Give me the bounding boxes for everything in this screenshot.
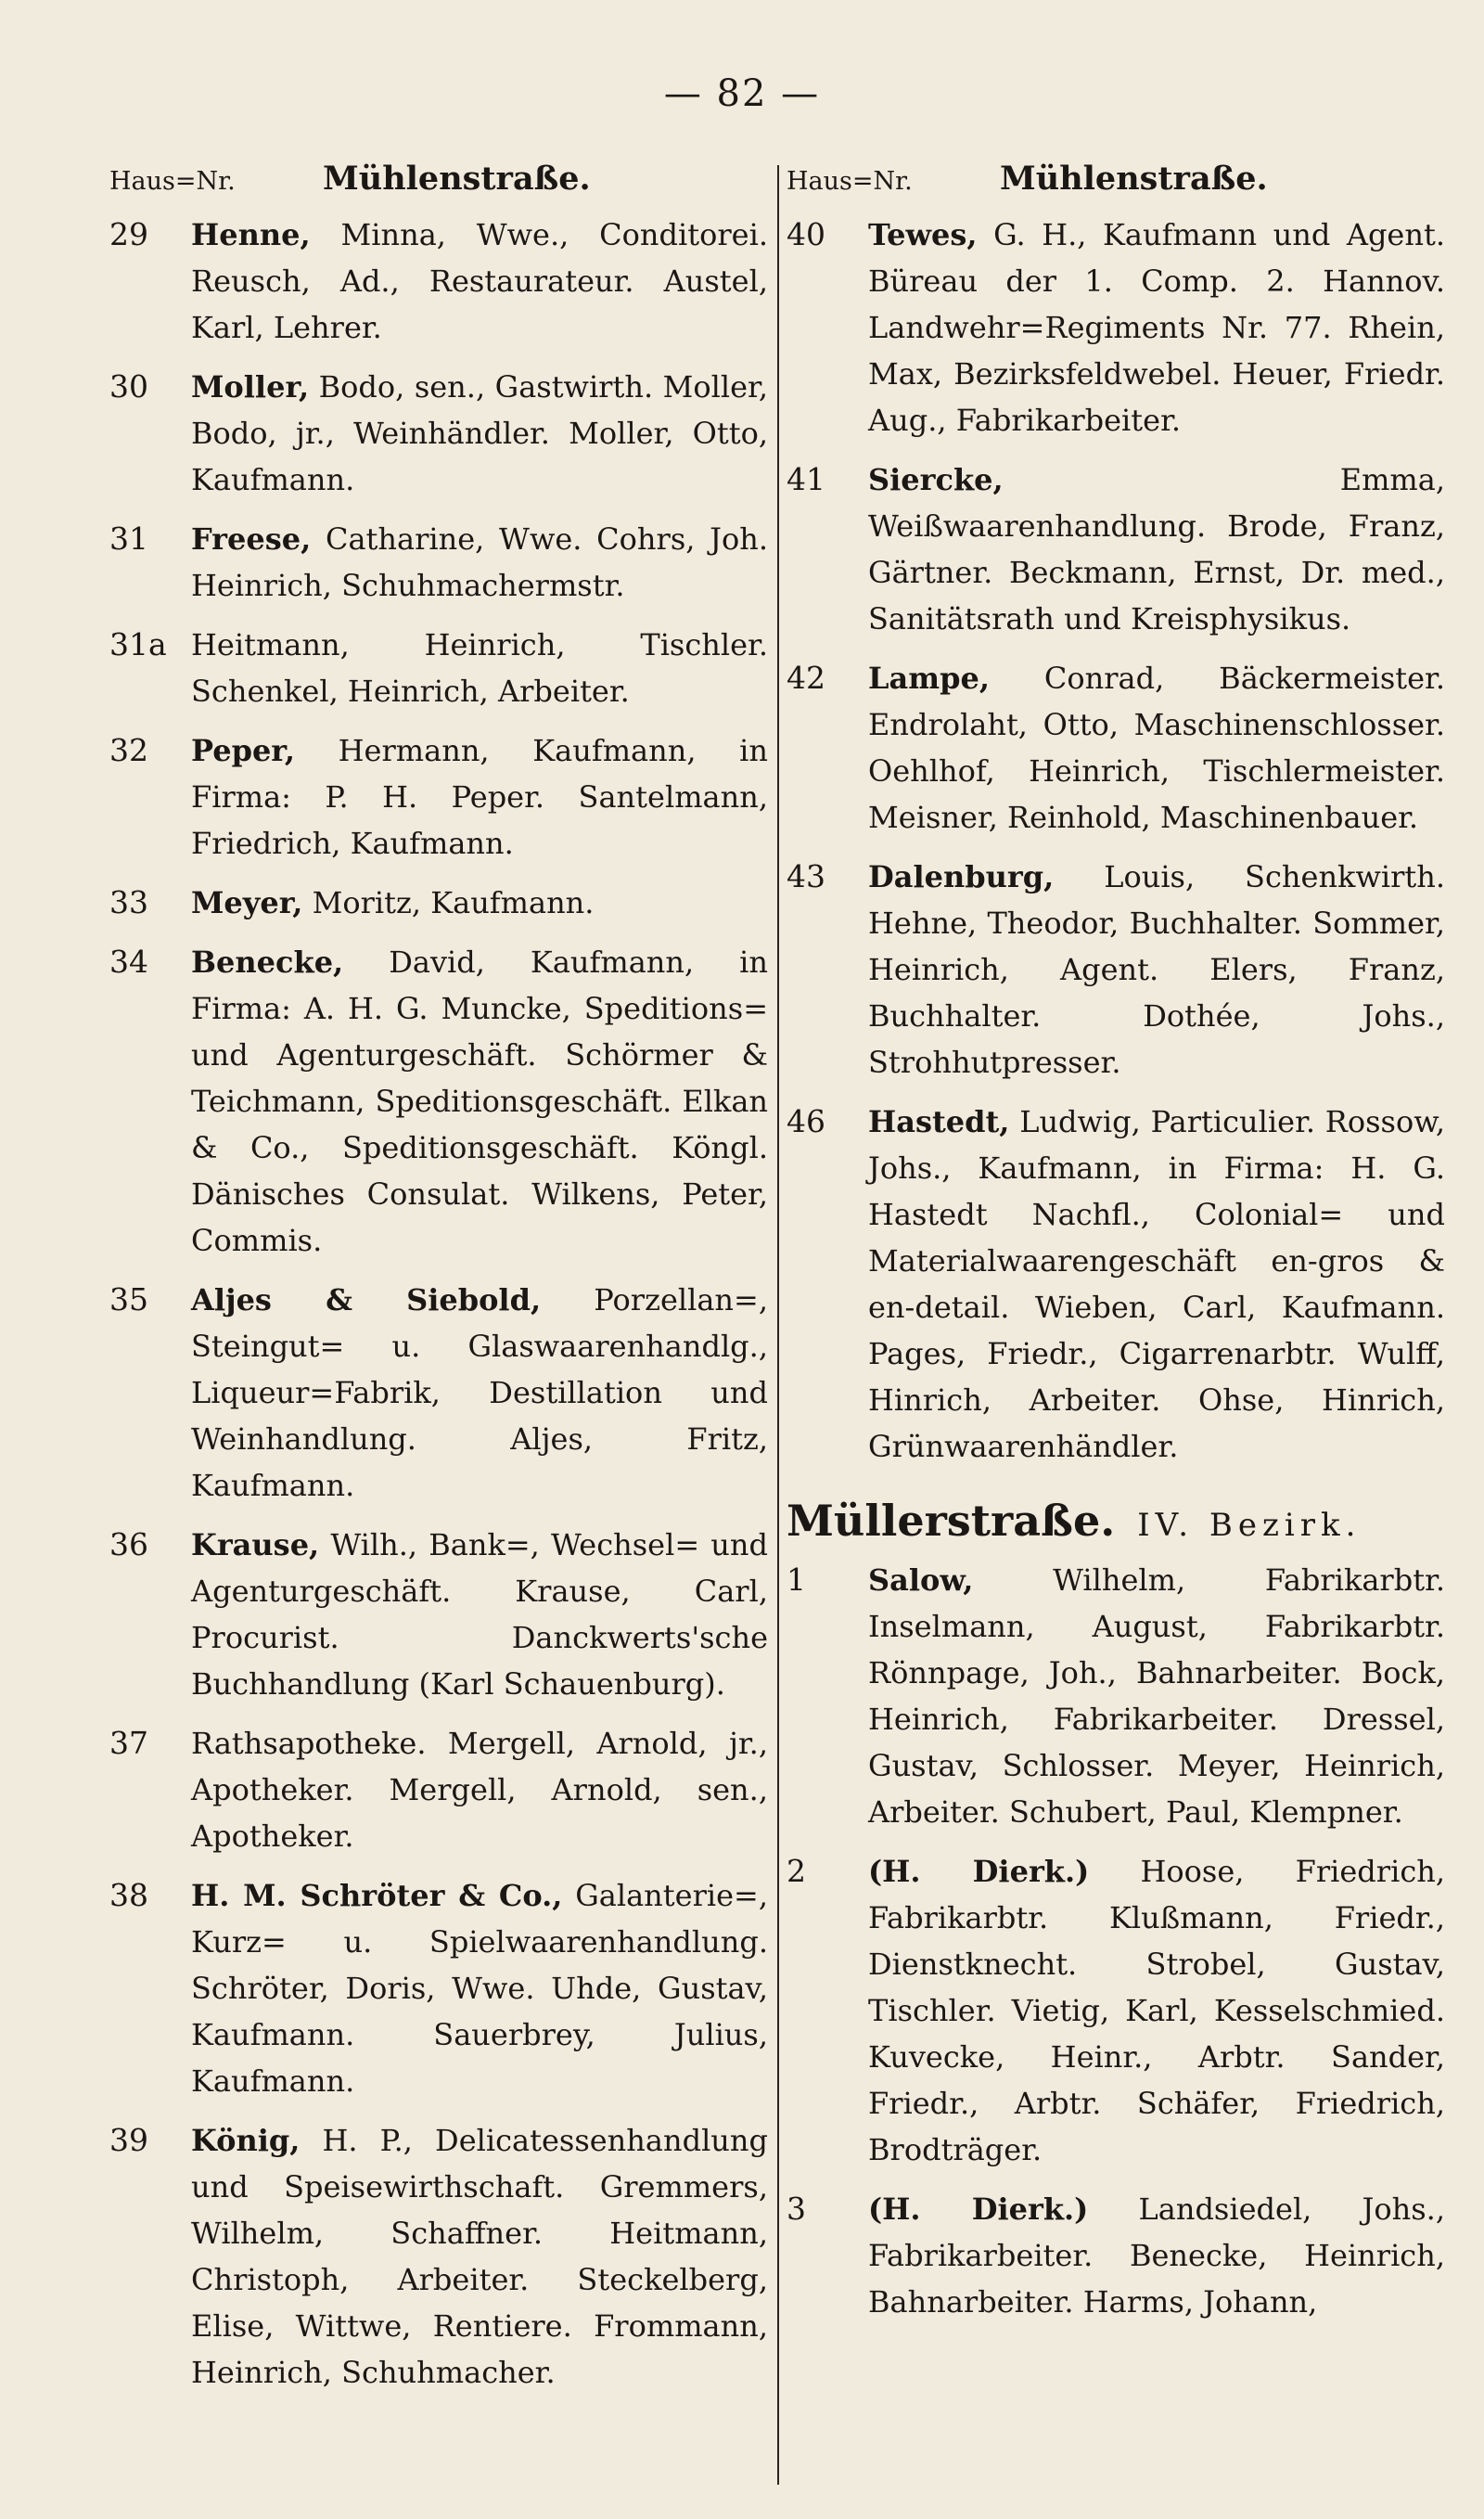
entry-text [191, 516, 768, 609]
entry-name: Moller, [191, 369, 310, 405]
entry-details: G. H., Kaufmann und Agent. Büreau der 1. Comp. 2. Hannov. Landwehr=Regiments Nr. 77. Rhein, Max, Bezirksfeldwebel. Heuer, Friedr. Aug., Fabrikarbeiter. [868, 217, 1446, 438]
directory-entry [787, 854, 1445, 1086]
entry-details: Wilh., Bank=, Wechsel= und Agenturgeschäft. Krause, Carl, Procurist. Danckwerts'sche Buchhandlung (Karl Schauenburg). [191, 1527, 768, 1702]
entry-text [191, 727, 768, 867]
house-number: 46 [787, 1103, 825, 1139]
entry-name: Tewes, [868, 217, 978, 252]
entry-name: König, [191, 2123, 301, 2158]
entry-details: Conrad, Bäckermeister. Endrolaht, Otto, Maschinenschlosser. Oehlhof, Heinrich, Tischlermeister. Meisner, Reinhold, Maschinenbauer. [868, 661, 1445, 835]
entry-text [868, 854, 1445, 1086]
section-entries [787, 1557, 1445, 2325]
entry-details: Emma, Weißwaarenhandlung. Brode, Franz, Gärtner. Beckmann, Ernst, Dr. med., Sanitätsrath und Kreisphysikus. [868, 462, 1445, 636]
house-number: 38 [109, 1877, 148, 1913]
section-street: Müllerstraße. [787, 1496, 1116, 1546]
entry-text [868, 2186, 1445, 2325]
entry-text [191, 1872, 768, 2104]
directory-entry [109, 880, 768, 926]
section-district: IV. Bezirk. [1137, 1507, 1362, 1544]
entry-details: Ludwig, Particulier. Rossow, Johs., Kaufmann, in Firma: H. G. Hastedt Nachfl., Colonial= und Materialwaarengeschäft en-gros & en-detail. Wieben, Carl, Kaufmann. Pages, Friedr., Cigarrenarbtr. Wulff, Hinrich, Arbeiter. Ohse, Hinrich, Grünwaarenhändler. [868, 1104, 1446, 1464]
entry-text [191, 939, 768, 1264]
column-divider [777, 165, 779, 2485]
entry-name: Hastedt, [868, 1104, 1010, 1139]
directory-entry [787, 655, 1445, 841]
directory-entry [109, 622, 768, 714]
entry-text [868, 212, 1445, 443]
house-number-label: Haus=Nr. [109, 167, 236, 196]
entry-details: Rathsapotheke. Mergell, Arnold, jr., Apotheker. Mergell, Arnold, sen., Apotheker. [191, 1726, 768, 1854]
entry-text [191, 212, 768, 351]
entry-details: Hermann, Kaufmann, in Firma: P. H. Peper. Santelmann, Friedrich, Kaufmann. [191, 733, 769, 861]
directory-entry [787, 456, 1445, 642]
directory-entry [787, 1557, 1445, 1835]
entry-details: Louis, Schenkwirth. Hehne, Theodor, Buchhalter. Sommer, Heinrich, Agent. Elers, Franz, Buchhalter. Dothée, Johs., Strohhutpresser. [868, 859, 1445, 1080]
house-number: 41 [787, 461, 825, 497]
directory-entry [109, 939, 768, 1264]
house-number: 29 [109, 216, 148, 252]
entry-details: Catharine, Wwe. Cohrs, Joh. Heinrich, Schuhmachermstr. [191, 521, 768, 603]
house-number-label: Haus=Nr. [787, 167, 913, 196]
entry-details: Landsiedel, Johs., Fabrikarbeiter. Benecke, Heinrich, Bahnarbeiter. Harms, Johann, [868, 2191, 1446, 2320]
house-number: 31a [109, 626, 167, 662]
right-column [787, 160, 1445, 2338]
entry-details: H. P., Delicatessenhandlung und Speisewirthschaft. Gremmers, Wilhelm, Schaffner. Heitmann, Christoph, Arbeiter. Steckelberg, Elise, Wittwe, Rentiere. Frommann, Heinrich, Schuhmacher. [191, 2123, 769, 2390]
entry-name: Salow, [868, 1562, 974, 1598]
entry-text [868, 1848, 1445, 2173]
entry-text [868, 1557, 1445, 1835]
directory-entry [109, 727, 768, 867]
entry-text [191, 2117, 768, 2396]
house-number: 3 [787, 2191, 806, 2227]
entry-text [868, 456, 1445, 642]
house-number: 31 [109, 521, 148, 557]
entry-name: Henne, [191, 217, 311, 252]
entry-details: Moritz, Kaufmann. [312, 885, 595, 920]
house-number: 33 [109, 884, 148, 920]
entry-text [191, 364, 768, 503]
entry-name: Aljes & Siebold, [191, 1282, 542, 1317]
entry-name: Peper, [191, 733, 295, 768]
entry-text [191, 1522, 768, 1707]
entry-name: Freese, [191, 521, 312, 557]
entry-text [191, 1277, 768, 1509]
entry-text [191, 1720, 768, 1859]
section-heading [787, 1496, 1445, 1546]
house-number: 40 [787, 216, 825, 252]
directory-entry [109, 1277, 768, 1509]
left-entries [109, 212, 768, 2396]
directory-entry [787, 1099, 1445, 1470]
directory-entry [787, 2186, 1445, 2325]
house-number: 36 [109, 1526, 148, 1562]
house-number: 42 [787, 660, 825, 696]
entry-name: Lampe, [868, 661, 990, 696]
house-number: 34 [109, 944, 148, 980]
house-number: 32 [109, 732, 148, 768]
entry-text [868, 1099, 1445, 1470]
entry-name: Siercke, [868, 462, 1004, 497]
directory-entry [109, 1872, 768, 2104]
entry-text [191, 880, 768, 926]
entry-details: David, Kaufmann, in Firma: A. H. G. Muncke, Speditions= und Agenturgeschäft. Schörmer & Teichmann, Speditionsgeschäft. Elkan & Co., Speditionsgeschäft. Köngl. Dänisches Consulat. Wilkens, Peter, Commis. [191, 945, 769, 1258]
street-heading: Mühlenstraße. [323, 160, 591, 198]
entry-details: Wilhelm, Fabrikarbtr. Inselmann, August, Fabrikarbtr. Rönnpage, Joh., Bahnarbeiter. Bock, Heinrich, Fabrikarbeiter. Dressel, Gustav, Schlosser. Meyer, Heinrich, Arbeiter. Schubert, Paul, Klempner. [868, 1562, 1446, 1830]
house-number: 43 [787, 858, 825, 894]
directory-entry [109, 364, 768, 503]
directory-entry [109, 1522, 768, 1707]
entry-details: Galanterie=, Kurz= u. Spielwaarenhandlung. Schröter, Doris, Wwe. Uhde, Gustav, Kaufmann. Sauerbrey, Julius, Kaufmann. [191, 1878, 769, 2099]
entry-name: Meyer, [191, 885, 303, 920]
right-column-header [787, 160, 1445, 212]
entry-name: Krause, [191, 1527, 320, 1562]
directory-entry [787, 212, 1445, 443]
entry-text [868, 655, 1445, 841]
left-column [109, 160, 768, 2409]
entry-name: (H. Dierk.) [868, 1854, 1090, 1889]
entry-name: (H. Dierk.) [868, 2191, 1089, 2227]
entry-details: Bodo, sen., Gastwirth. Moller, Bodo, jr., Weinhändler. Moller, Otto, Kaufmann. [191, 369, 768, 497]
entry-details: Porzellan=, Steingut= u. Glaswaarenhandlg., Liqueur=Fabrik, Destillation und Weinhandlung. Aljes, Fritz, Kaufmann. [191, 1282, 769, 1503]
directory-entry [109, 1720, 768, 1859]
house-number: 37 [109, 1725, 148, 1761]
directory-entry [787, 1848, 1445, 2173]
entry-details: Minna, Wwe., Conditorei. Reusch, Ad., Restaurateur. Austel, Karl, Lehrer. [191, 217, 769, 345]
entry-name: H. M. Schröter & Co., [191, 1878, 563, 1913]
directory-entry [109, 2117, 768, 2396]
directory-entry [109, 516, 768, 609]
entry-text [191, 622, 768, 714]
left-column-header [109, 160, 768, 212]
house-number: 1 [787, 1562, 806, 1598]
house-number: 2 [787, 1853, 806, 1889]
house-number: 30 [109, 368, 148, 405]
house-number: 39 [109, 2122, 148, 2158]
entry-details: Hoose, Friedrich, Fabrikarbtr. Klußmann, Friedr., Dienstknecht. Strobel, Gustav, Tischler. Vietig, Karl, Kesselschmied. Kuvecke, Heinr., Arbtr. Sander, Friedr., Arbtr. Schäfer, Friedrich, Brodträger. [868, 1854, 1446, 2167]
entry-name: Benecke, [191, 945, 344, 980]
entry-details: Heitmann, Heinrich, Tischler. Schenkel, Heinrich, Arbeiter. [191, 627, 768, 709]
house-number: 35 [109, 1281, 148, 1317]
street-heading: Mühlenstraße. [1000, 160, 1268, 198]
entry-name: Dalenburg, [868, 859, 1055, 894]
right-entries [787, 212, 1445, 1470]
directory-entry [109, 212, 768, 351]
page-number: — 82 — [663, 72, 821, 115]
